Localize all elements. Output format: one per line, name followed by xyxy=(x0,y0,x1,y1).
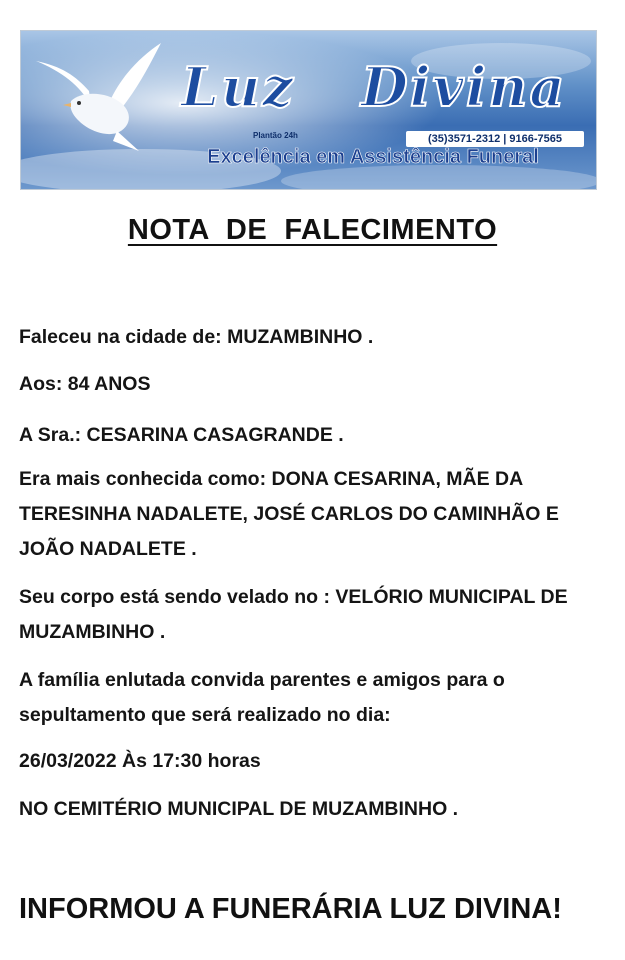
burial-datetime: 26/03/2022 Às 17:30 horas xyxy=(19,750,261,772)
slogan: Excelência em Assistência Funeral xyxy=(207,146,539,168)
burial-invitation: A família enlutada convida parentes e amigos para o sepultamento que será realizado no dia: xyxy=(19,669,505,726)
page-title: NOTA DE FALECIMENTO xyxy=(127,214,498,246)
age: Aos: 84 ANOS xyxy=(19,373,151,395)
deceased-name: A Sra.: CESARINA CASAGRANDE . xyxy=(19,424,344,446)
phone-numbers: (35)3571-2312 | 9166-7565 xyxy=(406,131,584,147)
death-city: Faleceu na cidade de: MUZAMBINHO . xyxy=(19,326,374,348)
footer-signoff: INFORMOU A FUNERÁRIA LUZ DIVINA! xyxy=(19,893,562,925)
header-banner xyxy=(20,30,597,190)
brand-name-luz: Luz xyxy=(181,55,295,119)
known-as: Era mais conhecida como: DONA CESARINA, MÃE DA TERESINHA NADALETE, JOSÉ CARLOS DO CAMINHÃO E JOÃO NADALETE . xyxy=(19,468,559,560)
cemetery: NO CEMITÉRIO MUNICIPAL DE MUZAMBINHO . xyxy=(19,798,459,820)
plantao-label: Plantão 24h xyxy=(253,131,298,140)
brand-name-divina: Divina xyxy=(361,55,567,119)
wake-location: Seu corpo está sendo velado no : VELÓRIO MUNICIPAL DE MUZAMBINHO . xyxy=(19,586,568,643)
